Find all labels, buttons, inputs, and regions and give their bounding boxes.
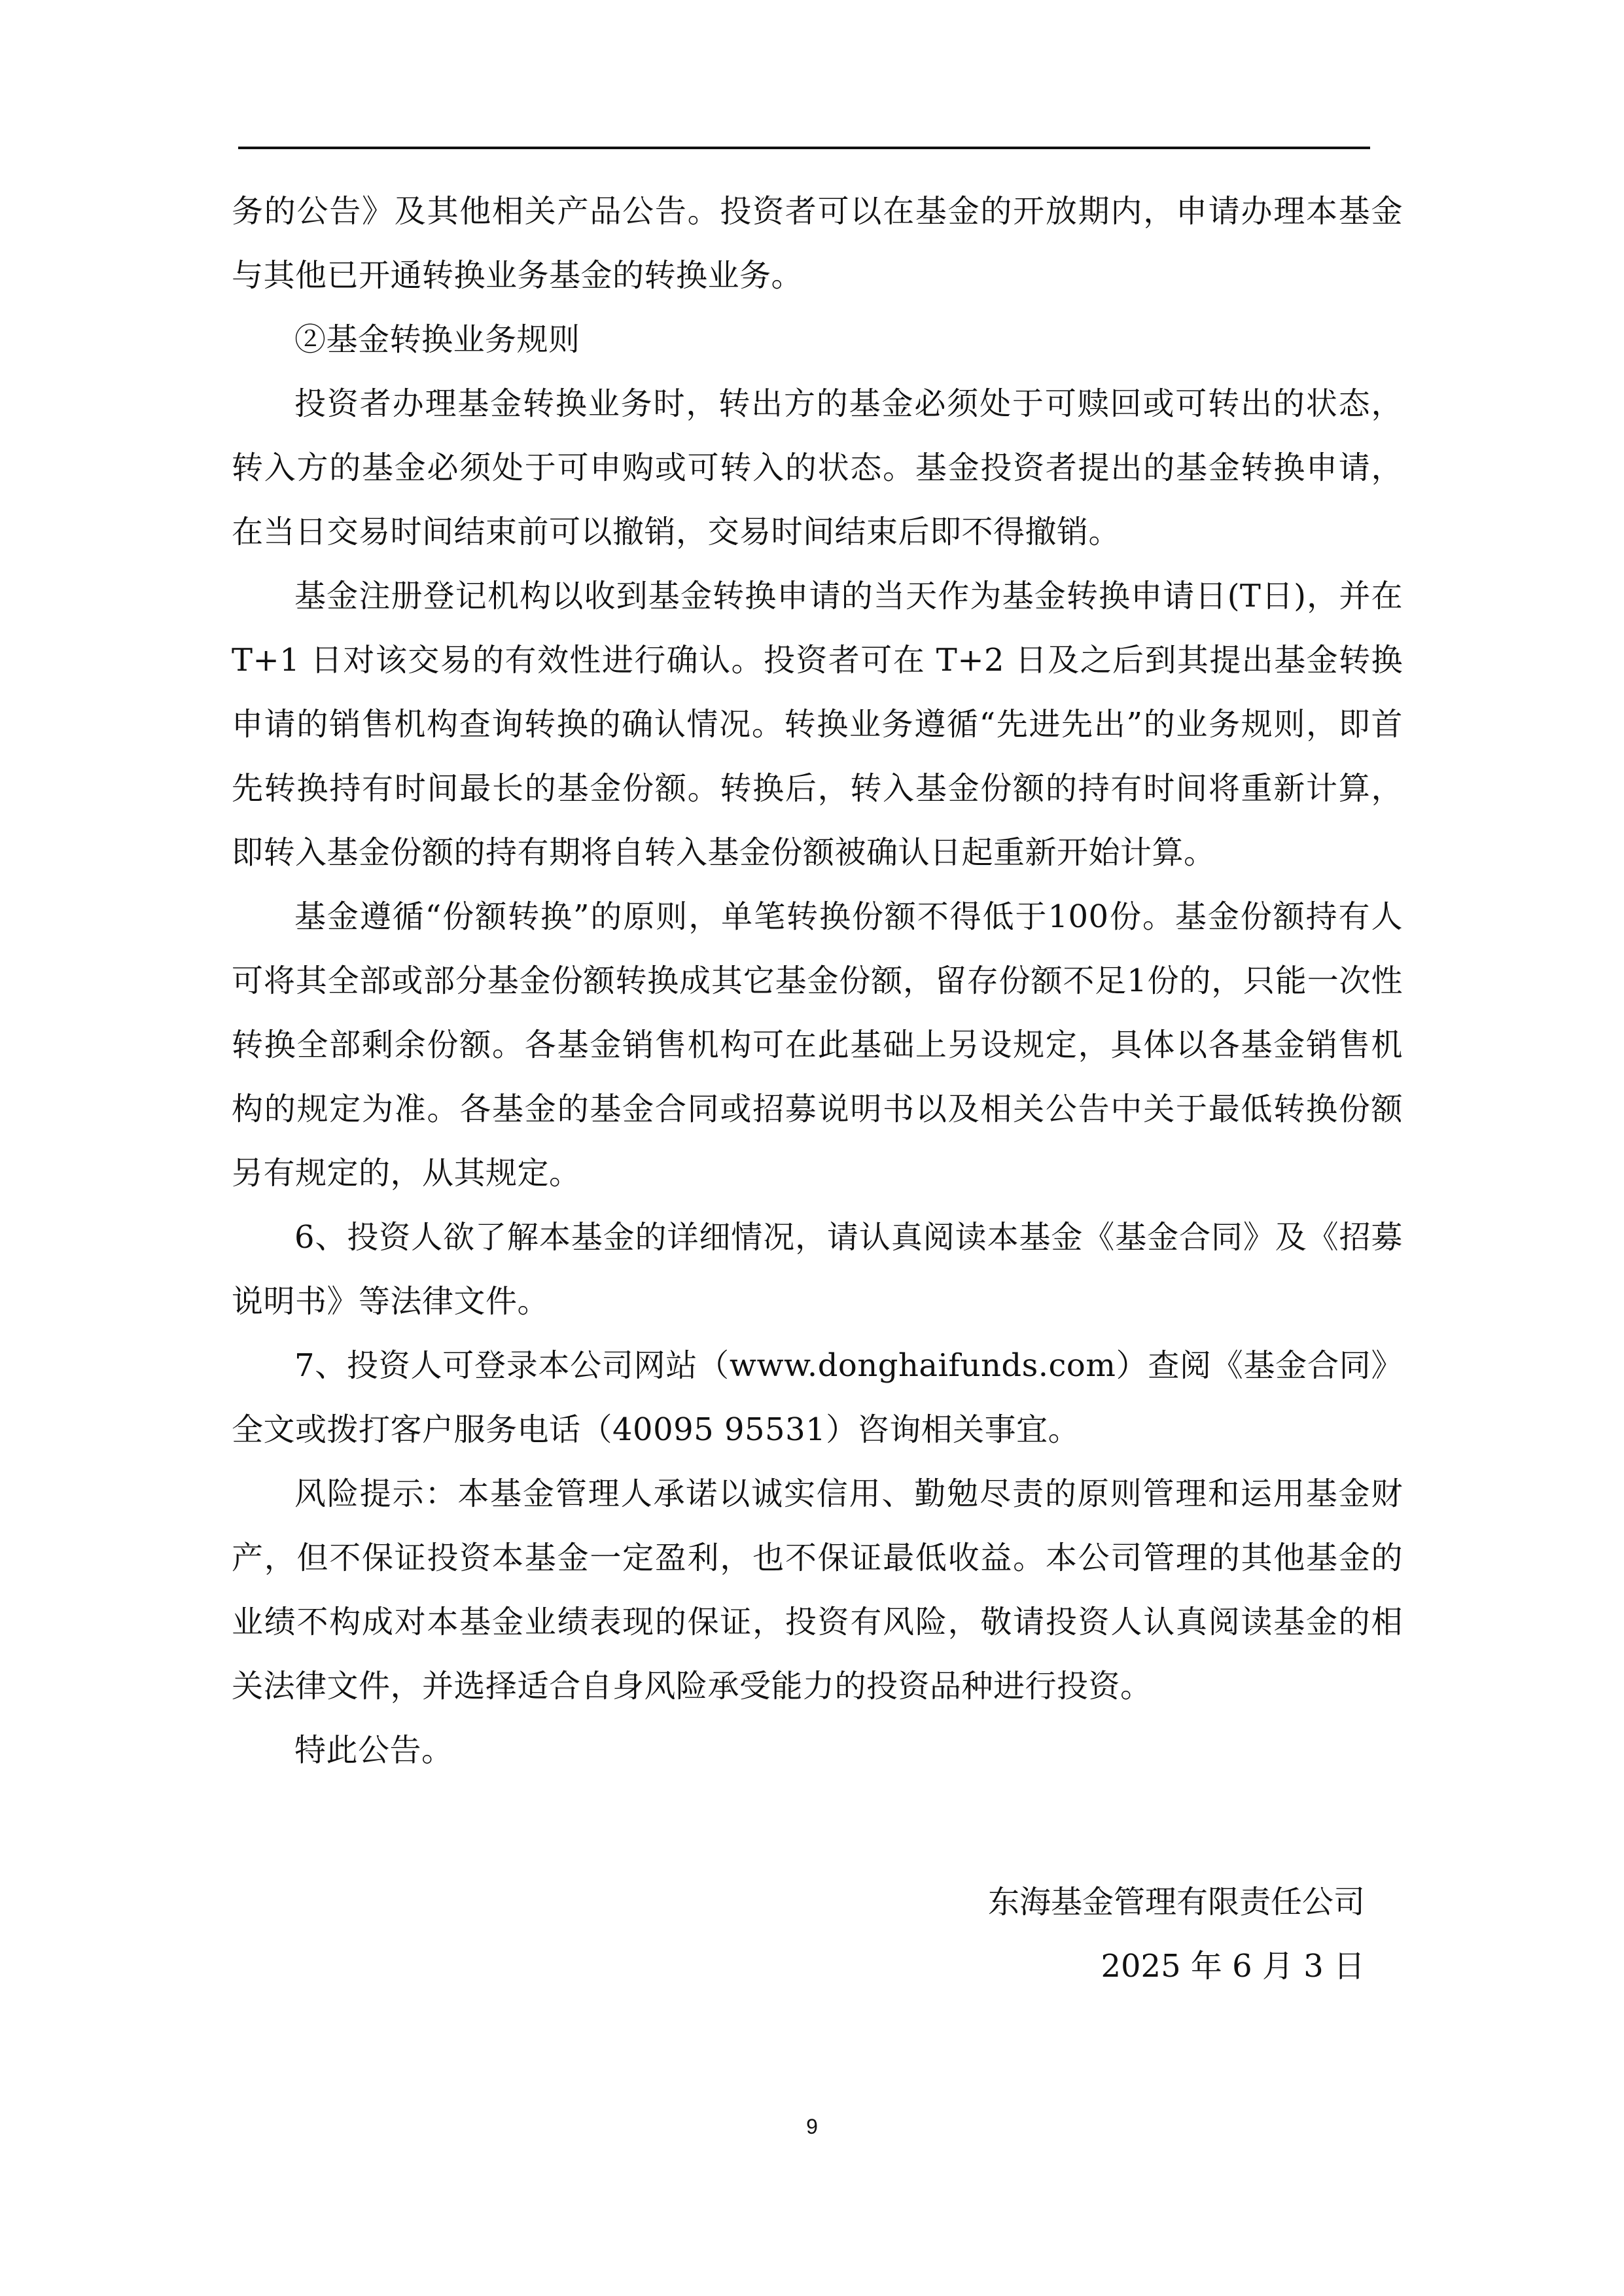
header-rule — [238, 147, 1370, 149]
paragraph-confirmation: 基金注册登记机构以收到基金转换申请的当天作为基金转换申请日(T日)，并在 T+1 日对该交易的有效性进行确认。投资者可在 T+2 日及之后到其提出基金转换申请的销售机构查询转换的确认情况。转换业务遵循“先进先出”的业务规则，即首先转换持有时间最长的基金份额。转换后，转入基金份额的持有时间将重新计算，即转入基金份额的持有期将自转入基金份额被确认日起重新开始计算。 — [232, 578, 1403, 871]
paragraph-closing: 特此公告。 — [294, 1732, 453, 1769]
paragraph-conversion-status: 投资者办理基金转换业务时，转出方的基金必须处于可赎回或可转出的状态，转入方的基金必须处于可申购或可转入的状态。基金投资者提出的基金转换申请，在当日交易时间结束前可以撤销，交易时间结束后即不得撤销。 — [232, 385, 1403, 550]
paragraph-continuation: 务的公告》及其他相关产品公告。投资者可以在基金的开放期内，申请办理本基金与其他已开通转换业务基金的转换业务。 — [232, 193, 1403, 294]
paragraph-share-conversion: 基金遵循“份额转换”的原则，单笔转换份额不得低于100份。基金份额持有人可将其全部或部分基金份额转换成其它基金份额，留存份额不足1份的，只能一次性转换全部剩余份额。各基金销售机构可在此基础上另设规定，具体以各基金销售机构的规定为准。各基金的基金合同或招募说明书以及相关公告中关于最低转换份额另有规定的，从其规定。 — [232, 898, 1403, 1192]
page-number: 9 — [806, 2115, 818, 2138]
signature-date: 2025 年 6 月 3 日 — [1101, 1948, 1365, 1985]
section-heading-conversion-rules: ②基金转换业务规则 — [294, 321, 580, 358]
document-body — [232, 179, 1403, 1782]
signature-company: 东海基金管理有限责任公司 — [987, 1884, 1365, 1920]
paragraph-item-7: 7、投资人可登录本公司网站（www.donghaifunds.com）查阅《基金合同》全文或拨打客户服务电话（40095 95531）咨询相关事宜。 — [232, 1347, 1403, 1448]
paragraph-risk-notice: 风险提示：本基金管理人承诺以诚实信用、勤勉尽责的原则管理和运用基金财产，但不保证投资本基金一定盈利，也不保证最低收益。本公司管理的其他基金的业绩不构成对本基金业绩表现的保证，投资有风险，敬请投资人认真阅读基金的相关法律文件，并选择适合自身风险承受能力的投资品种进行投资。 — [232, 1475, 1403, 1704]
paragraph-item-6: 6、投资人欲了解本基金的详细情况，请认真阅读本基金《基金合同》及《招募说明书》等法律文件。 — [232, 1219, 1403, 1320]
